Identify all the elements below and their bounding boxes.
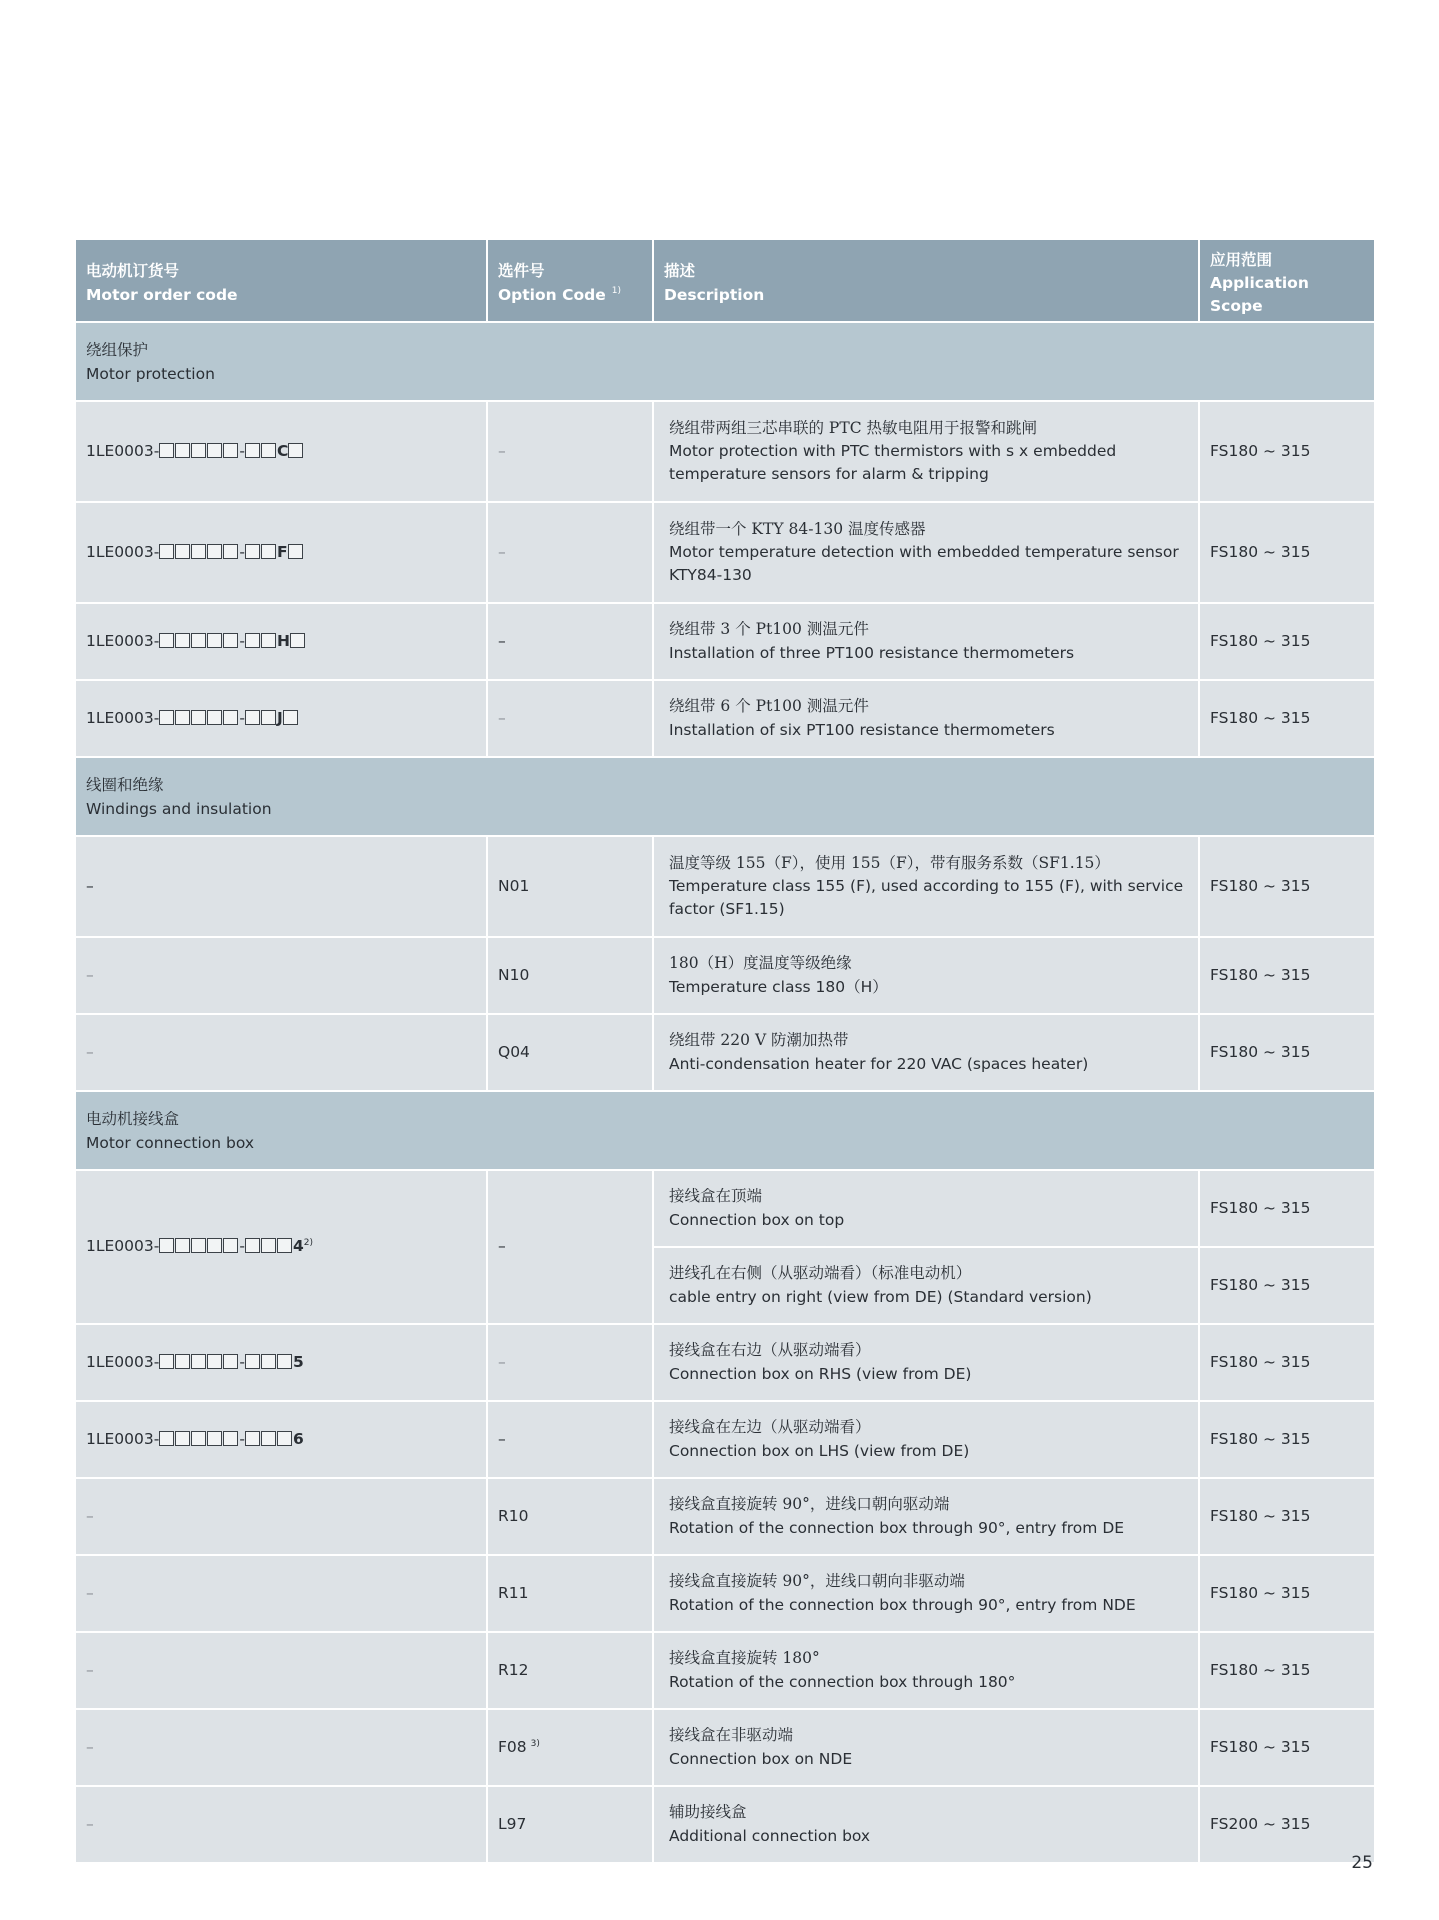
- description: 辅助接线盒 Additional connection box: [654, 1787, 1200, 1864]
- order-code: –: [76, 837, 488, 938]
- table-row: [76, 402, 1374, 503]
- description: 绕组带 3 个 Pt100 测温元件 Installation of three PT100 resistance thermometers: [654, 604, 1200, 681]
- table-row: [76, 1556, 1374, 1633]
- order-code: –: [76, 1556, 488, 1633]
- order-code: –: [76, 1710, 488, 1787]
- description: 温度等级 155（F），使用 155（F），带有服务系数（SF1.15） Temperature class 155 (F), used according to 155 (F), with service factor (SF1.15): [654, 837, 1200, 938]
- option-code: N01: [488, 837, 654, 938]
- table-row: [76, 1325, 1374, 1402]
- application-scope: FS180 ~ 315: [1200, 1015, 1374, 1092]
- table-row: [76, 1479, 1374, 1556]
- order-code: –: [76, 1015, 488, 1092]
- header-motor-order-code: 电动机订货号 Motor order code: [76, 240, 488, 323]
- order-code: 1LE0003- - F: [76, 503, 488, 604]
- option-code: –: [488, 1171, 654, 1325]
- order-code: 1LE0003- - J: [76, 681, 488, 758]
- description: 接线盒在非驱动端 Connection box on NDE: [654, 1710, 1200, 1787]
- option-code: R12: [488, 1633, 654, 1710]
- description: 接线盒在顶端 Connection box on top: [654, 1171, 1200, 1248]
- header-option-code: 选件号 Option Code $^{1)}$: [488, 240, 654, 323]
- application-scope: FS180 ~ 315: [1200, 681, 1374, 758]
- table-row: [76, 503, 1374, 604]
- section-title-connection-box: 电动机接线盒 Motor connection box: [76, 1092, 1374, 1171]
- application-scope: FS180 ~ 315: [1200, 1710, 1374, 1787]
- description: 接线盒在左边（从驱动端看） Connection box on LHS (view from DE): [654, 1402, 1200, 1479]
- section-title-windings: 线圈和绝缘 Windings and insulation: [76, 758, 1374, 837]
- table-row: [76, 1710, 1374, 1787]
- description: 绕组带 6 个 Pt100 测温元件 Installation of six PT100 resistance thermometers: [654, 681, 1200, 758]
- option-code: R11: [488, 1556, 654, 1633]
- application-scope: FS180 ~ 315: [1200, 1633, 1374, 1710]
- section-row: [76, 1092, 1374, 1171]
- section-row: [76, 758, 1374, 837]
- application-scope: FS180 ~ 315: [1200, 1556, 1374, 1633]
- description: 绕组带 220 V 防潮加热带 Anti-condensation heater for 220 VAC (spaces heater): [654, 1015, 1200, 1092]
- application-scope: FS200 ~ 315: [1200, 1787, 1374, 1864]
- order-code: –: [76, 938, 488, 1015]
- description: 接线盒直接旋转 90°，进线口朝向非驱动端 Rotation of the connection box through 90°, entry from NDE: [654, 1556, 1200, 1633]
- application-scope: FS180 ~ 315: [1200, 604, 1374, 681]
- page-number: 25: [1351, 1853, 1373, 1873]
- order-code: –: [76, 1787, 488, 1864]
- footnote-marker: 1): [611, 286, 621, 297]
- order-code: –: [76, 1479, 488, 1556]
- table-row: [76, 938, 1374, 1015]
- section-title-motor-protection: 绕组保护 Motor protection: [76, 323, 1374, 402]
- option-code: L97: [488, 1787, 654, 1864]
- table-row: [76, 604, 1374, 681]
- option-code: –: [488, 402, 654, 503]
- order-code: 1LE0003- - 4$^{2)}$: [76, 1171, 488, 1325]
- table-row: [76, 1402, 1374, 1479]
- table-row: [76, 1015, 1374, 1092]
- description: 绕组带一个 KTY 84-130 温度传感器 Motor temperature detection with embedded temperature sensor KTY84-130: [654, 503, 1200, 604]
- description: 绕组带两组三芯串联的 PTC 热敏电阻用于报警和跳闸 Motor protection with PTC thermistors with s x embedded temperature sensors for alarm & tripping: [654, 402, 1200, 503]
- application-scope: FS180 ~ 315: [1200, 1248, 1374, 1325]
- application-scope: FS180 ~ 315: [1200, 1402, 1374, 1479]
- table-header-row: [76, 240, 1374, 323]
- order-code: 1LE0003- - C: [76, 402, 488, 503]
- order-code: –: [76, 1633, 488, 1710]
- description: 接线盒在右边（从驱动端看） Connection box on RHS (view from DE): [654, 1325, 1200, 1402]
- description: 进线孔在右侧（从驱动端看）（标准电动机） cable entry on right (view from DE) (Standard version): [654, 1248, 1200, 1325]
- order-code: 1LE0003- - 6: [76, 1402, 488, 1479]
- table-row: [76, 1633, 1374, 1710]
- table-row: [76, 1171, 1374, 1248]
- option-code: –: [488, 604, 654, 681]
- options-table: [76, 240, 1374, 1864]
- option-code: R10: [488, 1479, 654, 1556]
- table-row: [76, 1787, 1374, 1864]
- application-scope: FS180 ~ 315: [1200, 503, 1374, 604]
- option-code: –: [488, 1402, 654, 1479]
- section-row: [76, 323, 1374, 402]
- header-description: 描述 Description: [654, 240, 1200, 323]
- option-code: –: [488, 1325, 654, 1402]
- option-code: F08 $^{3)}$: [488, 1710, 654, 1787]
- application-scope: FS180 ~ 315: [1200, 1479, 1374, 1556]
- footnote-marker: 3): [530, 1738, 540, 1749]
- description: 180（H）度温度等级绝缘 Temperature class 180（H）: [654, 938, 1200, 1015]
- table-row: [76, 681, 1374, 758]
- application-scope: FS180 ~ 315: [1200, 938, 1374, 1015]
- option-code: N10: [488, 938, 654, 1015]
- description: 接线盒直接旋转 180° Rotation of the connection box through 180°: [654, 1633, 1200, 1710]
- application-scope: FS180 ~ 315: [1200, 1325, 1374, 1402]
- option-code: –: [488, 681, 654, 758]
- application-scope: FS180 ~ 315: [1200, 402, 1374, 503]
- order-code: 1LE0003- - 5: [76, 1325, 488, 1402]
- table-row: [76, 837, 1374, 938]
- application-scope: FS180 ~ 315: [1200, 1171, 1374, 1248]
- application-scope: FS180 ~ 315: [1200, 837, 1374, 938]
- description: 接线盒直接旋转 90°，进线口朝向驱动端 Rotation of the connection box through 90°, entry from DE: [654, 1479, 1200, 1556]
- option-code: Q04: [488, 1015, 654, 1092]
- header-application-scope: 应用范围 Application Scope: [1200, 240, 1374, 323]
- order-code: 1LE0003- - H: [76, 604, 488, 681]
- option-code: –: [488, 503, 654, 604]
